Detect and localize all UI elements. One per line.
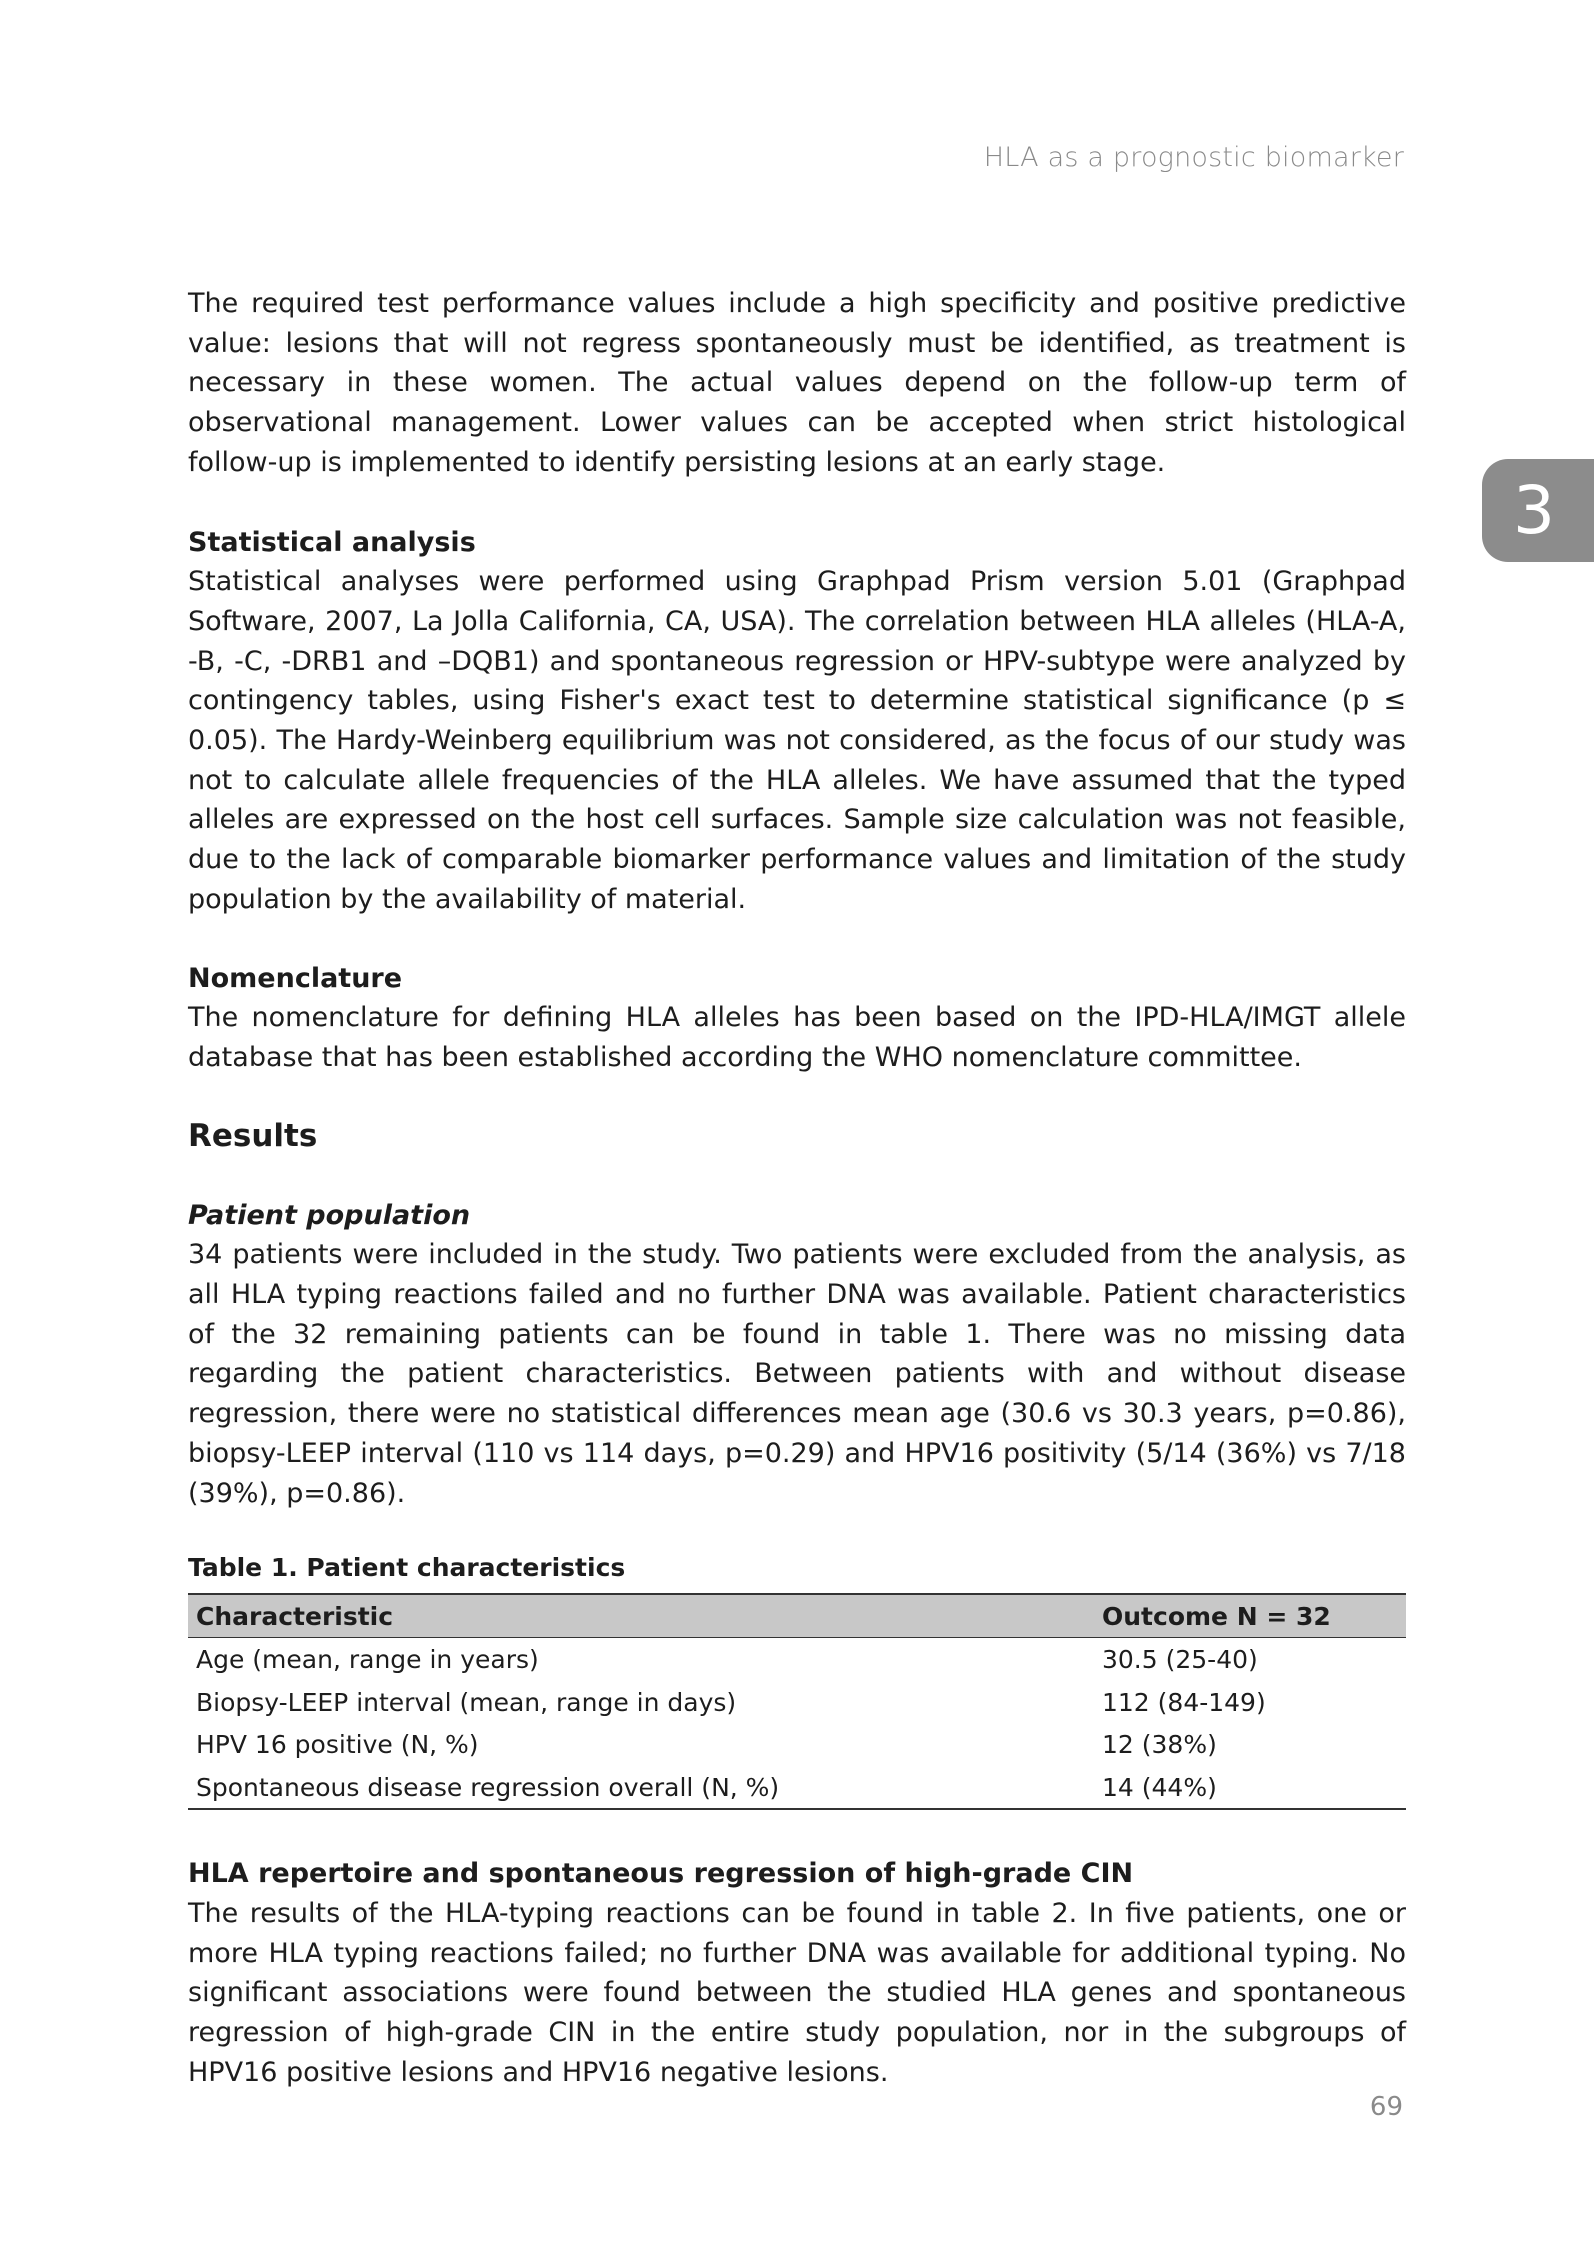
intro-paragraph: The required test performance values include a high specificity and positive predictive value: lesions that will not regress spontaneously must be identified, as treatment is necessary in these women. The actual values depend on the follow-up term of observational management. Lower values can be accepted when strict histological follow-up is implemented to identify persisting lesions at an early stage. <box>188 288 1406 478</box>
hla-repertoire-paragraph: The results of the HLA-typing reactions can be found in table 2. In five patients, one or more HLA typing reactions failed; no further DNA was available for additional typing. No significant associations were found between the studied HLA genes and spontaneous regression of high-grade CIN in the entire study population, nor in the subgroups of HPV16 positive lesions and HPV16 negative lesions. <box>188 1897 1406 2088</box>
cell-outcome: 112 (84-149) <box>1102 1687 1266 1717</box>
cell-outcome: 12 (38%) <box>1102 1730 1217 1760</box>
table-header-row <box>188 1594 1406 1638</box>
page-number: 69 <box>1369 2092 1403 2122</box>
table-row <box>188 1766 1406 1810</box>
patient-population-heading: Patient population <box>188 1199 471 1231</box>
table-row <box>188 1681 1406 1724</box>
cell-outcome: 30.5 (25-40) <box>1102 1645 1258 1675</box>
running-header: HLA as a prognostic biomarker <box>983 142 1404 173</box>
table-caption: Table 1. Patient characteristics <box>188 1553 626 1583</box>
nomenclature-paragraph: The nomenclature for defining HLA alleles has been based on the IPD-HLA/IMGT allele database that has been established according the WHO nomenclature committee. <box>188 1002 1406 1073</box>
results-heading: Results <box>188 1117 318 1154</box>
patient-characteristics-table <box>188 1593 1406 1810</box>
statistical-analysis-paragraph: Statistical analyses were performed using Graphpad Prism version 5.01 (Graphpad Software, 2007, La Jolla California, CA, USA). The correlation between HLA alleles (HLA-A, -B, -C, -DRB1 and –DQB1) and spontaneous regression or HPV-subtype were analyzed by contingency tables, using Fisher's exact test to determine statistical significance (p ≤ 0.05). The Hardy-Weinberg equilibrium was not considered, as the focus of our study was not to calculate allele frequencies of the HLA alleles. We have assumed that the typed alleles are expressed on the host cell surfaces. Sample size calculation was not feasible, due to the lack of comparable biomarker performance values and limitation of the study population by the availability of material. <box>188 566 1406 915</box>
cell-characteristic: Biopsy-LEEP interval (mean, range in days) <box>196 1687 737 1717</box>
statistical-analysis-heading: Statistical analysis <box>188 526 476 558</box>
chapter-tab: 3 <box>1482 459 1594 562</box>
patient-population-paragraph: 34 patients were included in the study. Two patients were excluded from the analysis, as all HLA typing reactions failed and no further DNA was available. Patient characteristics of the 32 remaining patients can be found in table 1. There was no missing data regarding the patient characteristics. Between patients with and without disease regression, there were no statistical differences mean age (30.6 vs 30.3 years, p=0.86), biopsy-LEEP interval (110 vs 114 days, p=0.29) and HPV16 positivity (5/14 (36%) vs 7/18 (39%), p=0.86). <box>188 1239 1406 1509</box>
page-content <box>188 284 1406 2093</box>
cell-characteristic: Age (mean, range in years) <box>196 1645 539 1675</box>
cell-characteristic: Spontaneous disease regression overall (N, %) <box>188 1766 1094 1810</box>
table-row <box>188 1638 1406 1681</box>
hla-repertoire-heading: HLA repertoire and spontaneous regression of high-grade CIN <box>188 1858 1134 1890</box>
column-header-outcome: Outcome N = 32 <box>1094 1594 1406 1638</box>
cell-outcome: 14 (44%) <box>1094 1766 1406 1810</box>
cell-characteristic: HPV 16 positive (N, %) <box>196 1730 479 1760</box>
column-header-characteristic: Characteristic <box>188 1594 1094 1638</box>
nomenclature-heading: Nomenclature <box>188 962 403 994</box>
table-row <box>188 1723 1406 1766</box>
